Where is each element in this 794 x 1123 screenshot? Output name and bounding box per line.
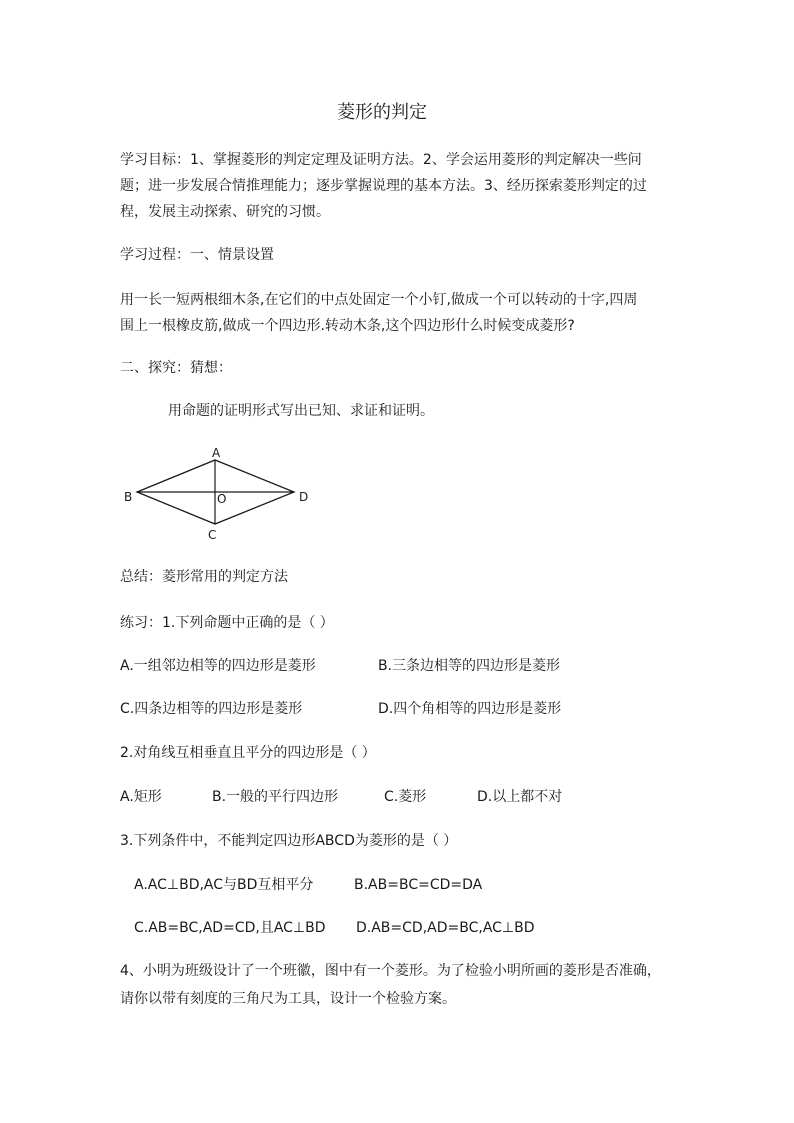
q2-option-d: D.以上都不对 — [477, 789, 563, 805]
q1-option-a: A.一组邻边相等的四边形是菱形 — [120, 658, 316, 674]
q1-option-b: B.三条边相等的四边形是菱形 — [378, 658, 561, 674]
label-a: A — [212, 446, 221, 460]
objectives-line-3: 程，发展主动探索、研究的习惯。 — [120, 204, 330, 220]
q1-option-d: D.四个角相等的四边形是菱形 — [378, 701, 562, 717]
q3-option-d: D.AB=CD,AD=BC,AC⊥BD — [356, 920, 535, 936]
q2-option-c: C.菱形 — [384, 789, 427, 805]
rhombus-diagram — [118, 440, 318, 545]
objectives-line-1: 学习目标：1、掌握菱形的判定定理及证明方法。2、学会运用菱形的判定解决一些问 — [120, 152, 642, 168]
q2-option-a: A.矩形 — [120, 789, 162, 805]
question-2: 2.对角线互相垂直且平分的四边形是（ ） — [120, 745, 376, 761]
question-4-line-2: 请你以带有刻度的三角尺为工具，设计一个检验方案。 — [120, 991, 456, 1007]
label-c: C — [208, 528, 217, 542]
q3-option-c: C.AB=BC,AD=CD,且AC⊥BD — [134, 920, 326, 936]
explore-heading: 二、探究：猜想： — [120, 360, 232, 376]
process-heading: 学习过程：一、情景设置 — [120, 247, 274, 263]
question-3: 3.下列条件中，不能判定四边形ABCD为菱形的是（ ） — [120, 833, 458, 849]
scenario-line-1: 用一长一短两根细木条,在它们的中点处固定一个小钉,做成一个可以转动的十字,四周 — [120, 292, 638, 308]
label-b: B — [124, 490, 133, 504]
proof-instruction: 用命题的证明形式写出已知、求证和证明。 — [168, 403, 434, 419]
question-4-line-1: 4、小明为班级设计了一个班徽，图中有一个菱形。为了检验小明所画的菱形是否准确， — [120, 963, 661, 979]
q1-option-c: C.四条边相等的四边形是菱形 — [120, 701, 303, 717]
question-1: 练习：1.下列命题中正确的是（ ） — [120, 615, 334, 631]
page-title: 菱形的判定 — [337, 102, 427, 123]
objectives-line-2: 题；进一步发展合情推理能力；逐步掌握说理的基本方法。3、经历探索菱形判定的过 — [120, 178, 647, 194]
summary-line: 总结：菱形常用的判定方法 — [120, 569, 288, 585]
q2-option-b: B.一般的平行四边形 — [212, 789, 339, 805]
label-d: D — [299, 490, 309, 504]
scenario-line-2: 围上一根橡皮筋,做成一个四边形.转动木条,这个四边形什么时候变成菱形? — [120, 318, 575, 334]
q3-option-b: B.AB=BC=CD=DA — [354, 877, 483, 893]
q3-option-a: A.AC⊥BD,AC与BD互相平分 — [134, 877, 314, 893]
label-o: O — [217, 492, 227, 506]
